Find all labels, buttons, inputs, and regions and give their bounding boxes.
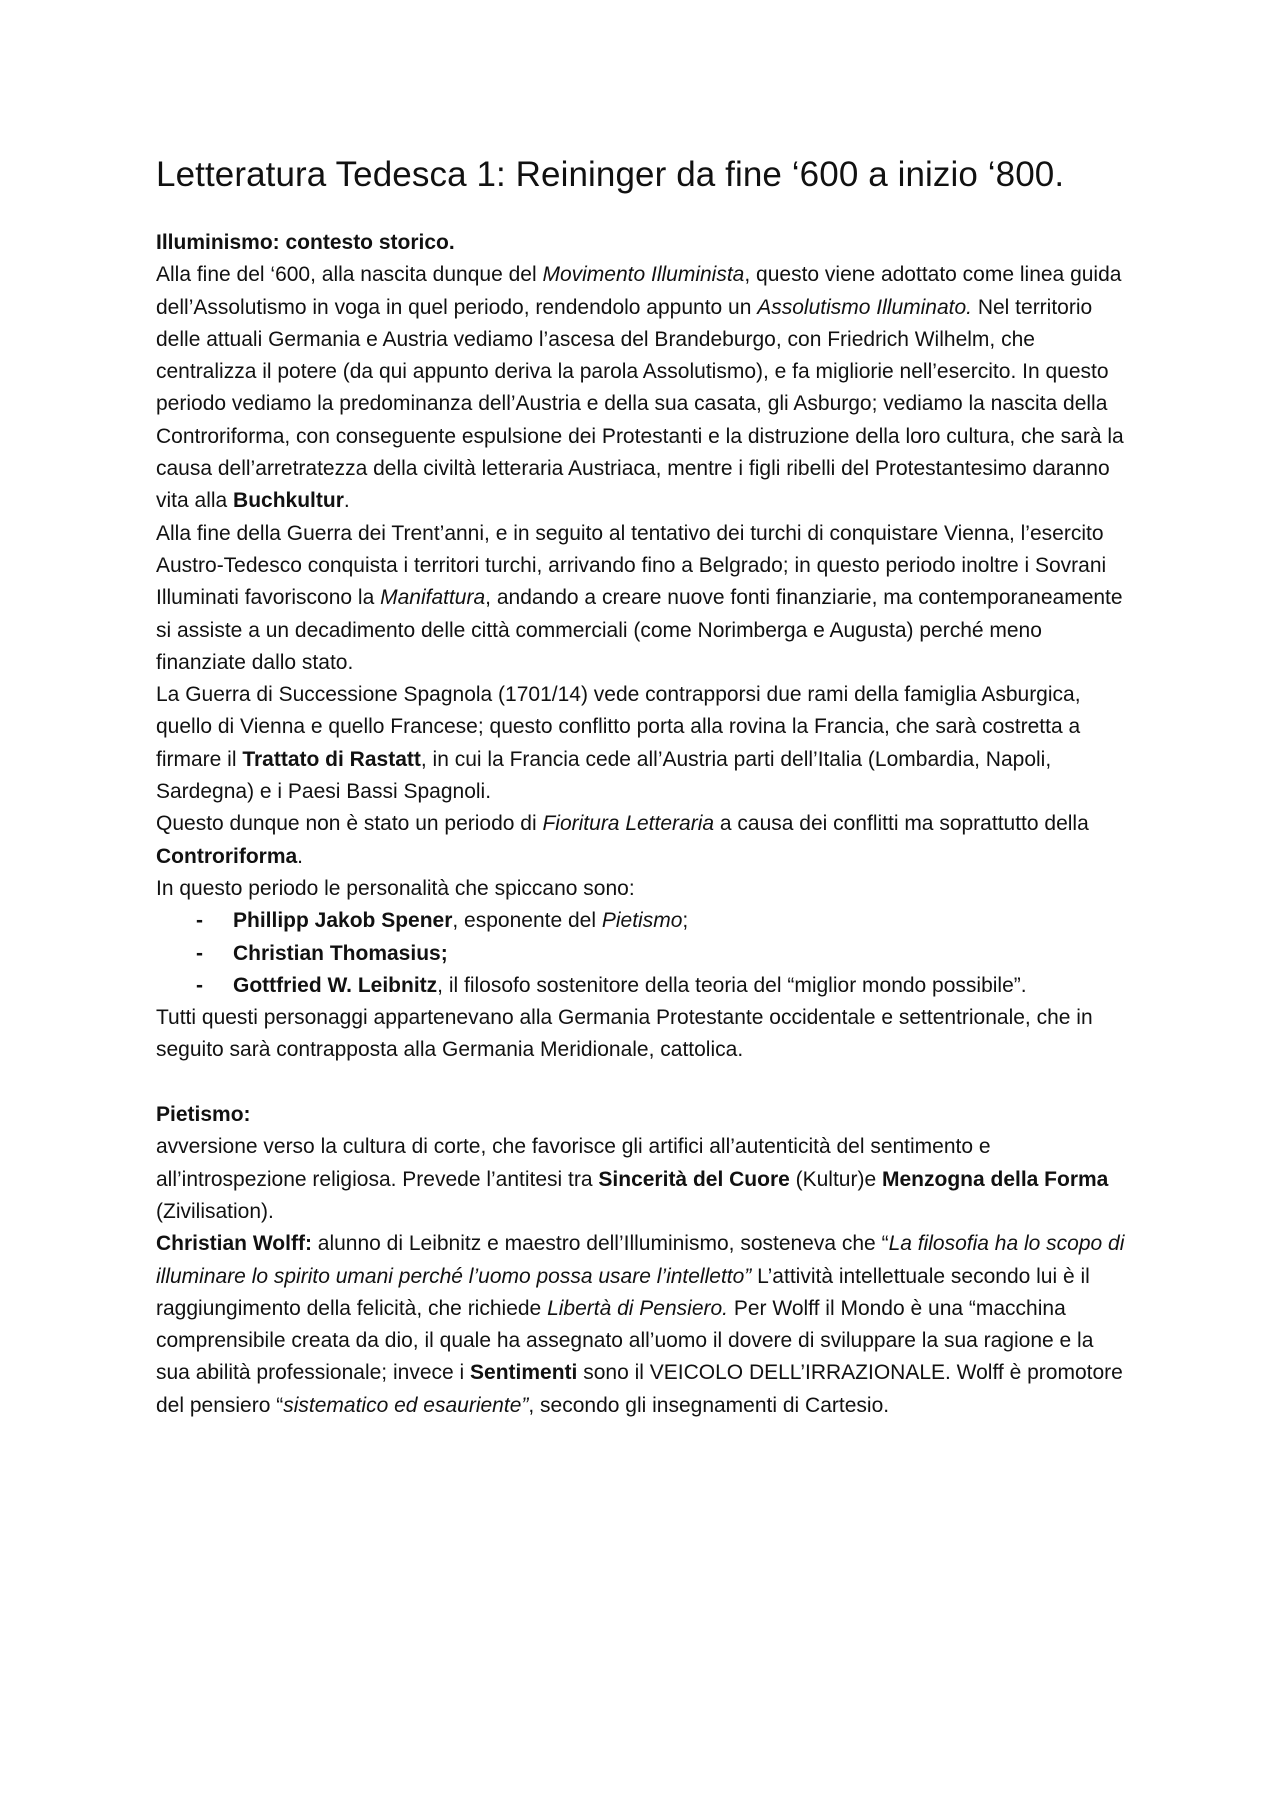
section-pietismo (156, 1099, 1130, 1422)
list-item-text (233, 974, 1027, 997)
text-run: sono il VEICOLO DELL’IRRAZIONALE. Wolff è promotore del pensiero “ (156, 1361, 1123, 1417)
text-run: , in cui la Francia cede all’Austria parti dell’Italia (Lombardia, Napoli, Sardegna) e i Paesi Bassi Spagnoli. (156, 747, 1052, 804)
document-title: Letteratura Tedesca 1: Reininger da fine ‘600 a inizio ‘800. (156, 155, 1065, 194)
bold-text: Controriforma (156, 844, 298, 868)
paragraph (156, 259, 1130, 517)
text-run: , il filosofo sostenitore della teoria del “miglior mondo possibile”. (437, 973, 1027, 997)
list-item-text (233, 942, 448, 965)
list-item (156, 970, 1130, 1002)
italic-text: La filosofia ha lo scopo di illuminare lo spirito umani perché l’uomo possa usare l’intelletto” (156, 1232, 1125, 1288)
text-run: In questo periodo le personalità che spiccano sono: (156, 876, 635, 900)
text-run: , esponente del (452, 909, 602, 933)
section-spacer (156, 1067, 1130, 1099)
list-bullet: - (196, 941, 203, 965)
text-run: a causa dei conflitti ma soprattutto della (714, 812, 1089, 836)
italic-text: Movimento Illuminista (542, 263, 745, 287)
text-run: . (297, 844, 304, 868)
text-run: avversione verso la cultura di corte, che favorisce gli artifici all’autenticità del sentimento e all’introspezione religiosa. Prevede l’antitesi tra (156, 1135, 991, 1191)
text-run: Alla fine della Guerra dei Trent’anni, e in seguito al tentativo dei turchi di conquistare Vienna, l’esercito Austro-Tedesco conquista i territori turchi, arrivando fino a Belgrado; in questo periodo inoltre i Sovrani Illuminati favoriscono la (156, 521, 1107, 610)
text-run: Alla fine del ‘600, alla nascita dunque del (156, 263, 543, 287)
text-run: L’attività intellettuale secondo lui è il raggiungimento della felicità, che richiede (156, 1264, 1090, 1320)
bold-text: Trattato di Rastatt (242, 747, 421, 771)
bold-text: Buchkultur (233, 489, 344, 513)
list-item (156, 905, 1130, 937)
text-run: , secondo gli insegnamenti di Cartesio. (528, 1393, 890, 1417)
text-run: La Guerra di Successione Spagnola (1701/14) vede contrapporsi due rami della famiglia Asburgica, quello di Vienna e quello Francese; questo conflitto porta alla rovina la Francia, che sarà costretta a firmare il (156, 683, 1081, 771)
list-bullet: - (196, 973, 203, 997)
paragraph (156, 518, 1130, 679)
text-run: ; (682, 909, 689, 933)
bold-text: Gottfried W. Leibnitz (233, 973, 438, 997)
paragraph (156, 1002, 1130, 1067)
text-run: Per Wolff il Mondo è una “macchina comprensibile creata da dio, il quale ha assegnato all’uomo il dovere di sviluppare la sua ragione e la sua abilità professionale; invece i (156, 1296, 1094, 1385)
text-run: , questo viene adottato come linea guida dell’Assolutismo in voga in quel periodo, rendendolo appunto un (156, 263, 1122, 319)
bold-text: Christian Thomasius; (233, 941, 448, 965)
section-heading: Pietismo: (156, 1103, 251, 1127)
section-heading: Illuminismo: contesto storico. (156, 231, 455, 254)
text-run: alunno di Leibnitz e maestro dell’Illuminismo, sosteneva che “ (311, 1232, 889, 1256)
text-run: Questo dunque non è stato un periodo di (156, 812, 543, 836)
text-run: (Zivilisation). (156, 1199, 274, 1223)
italic-text: Manifattura (380, 586, 486, 610)
list-bullet: - (196, 909, 203, 933)
text-run: (Kultur)e (789, 1167, 882, 1191)
text-run: Nel territorio delle attuali Germania e Austria vediamo l’ascesa del Brandeburgo, con Friedrich Wilhelm, che centralizza il potere (da qui appunto deriva la parola Assolutismo), e fa migliorie nell’esercito. In questo periodo vediamo la predominanza dell’Austria e della sua casata, gli Asburgo; vediamo la nascita della Controriforma, con conseguente espulsione dei Protestanti e la distruzione della loro cultura, che sarà la causa dell’arretratezza della civiltà letteraria Austriaca, mentre i figli ribelli del Protestantesimo daranno vita alla (156, 295, 1124, 513)
list-item-text (233, 909, 688, 932)
text-run: . (343, 489, 350, 513)
paragraph (156, 1131, 1130, 1228)
bold-text: Phillipp Jakob Spener (233, 909, 453, 933)
italic-text: Pietismo (601, 909, 683, 933)
bold-text: Christian Wolff: (156, 1232, 312, 1256)
paragraph (156, 873, 1130, 905)
text-run: Tutti questi personaggi appartenevano alla Germania Protestante occidentale e settentrionale, che in seguito sarà contrapposta alla Germania Meridionale, cattolica. (156, 1006, 1093, 1062)
bold-text: Sincerità del Cuore (598, 1167, 790, 1191)
paragraph (156, 679, 1130, 808)
italic-text: Fioritura Letteraria (542, 812, 715, 836)
bold-text: Menzogna della Forma (882, 1167, 1109, 1191)
paragraph (156, 1228, 1130, 1422)
text-run: , andando a creare nuove fonti finanziarie, ma contemporaneamente si assiste a un decadimento delle città commerciali (come Norimberga e Augusta) perché meno finanziate dallo stato. (156, 586, 1123, 674)
bold-text: Sentimenti (470, 1361, 578, 1385)
list-item (156, 938, 1130, 970)
italic-text: sistematico ed esauriente” (283, 1393, 529, 1417)
italic-text: Assolutismo Illuminato. (757, 295, 972, 319)
section-illuminismo (156, 227, 1130, 1067)
personalities-list (156, 905, 1130, 1002)
italic-text: Libertà di Pensiero. (547, 1296, 729, 1320)
paragraph (156, 808, 1130, 873)
